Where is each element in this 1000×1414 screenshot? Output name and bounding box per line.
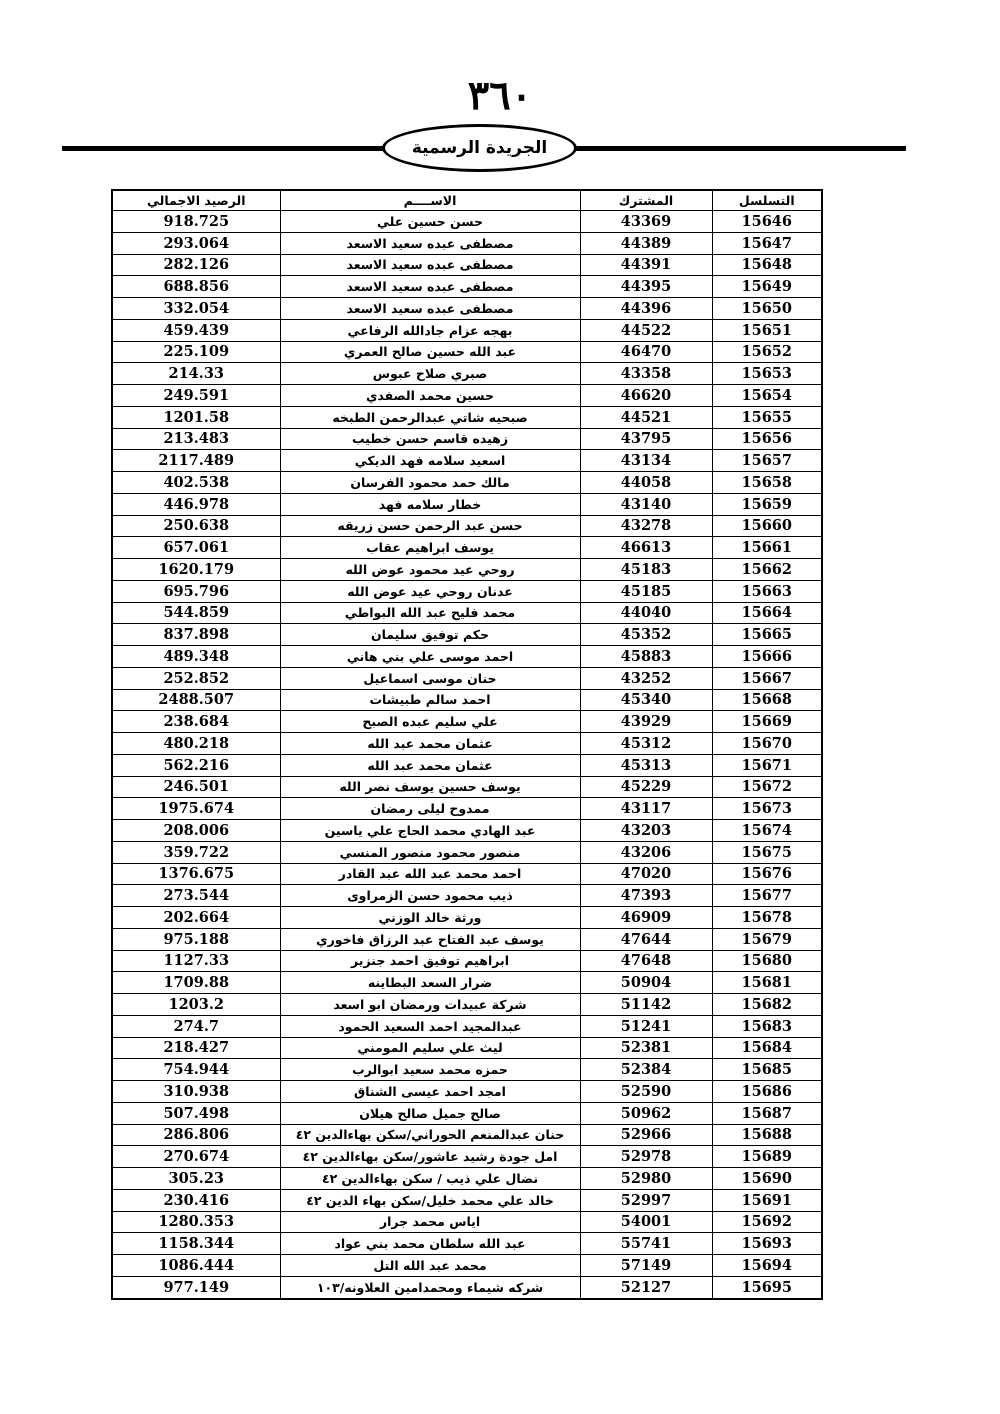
table-row (112, 1081, 822, 1103)
subscriber-cell: 45352 (580, 624, 712, 646)
table-row (112, 1124, 822, 1146)
subscriber-cell: 46909 (580, 907, 712, 929)
subscriber-cell: 57149 (580, 1255, 712, 1277)
serial-cell: 15661 (712, 537, 822, 559)
column-header-serial: التسلسل (712, 190, 822, 211)
serial-cell: 15650 (712, 298, 822, 320)
serial-cell: 15656 (712, 428, 822, 450)
table-row (112, 1059, 822, 1081)
serial-cell: 15675 (712, 841, 822, 863)
serial-cell: 15646 (712, 211, 822, 233)
table-row (112, 646, 822, 668)
name-cell: احمد موسى علي بني هاني (280, 646, 580, 668)
balance-cell: 270.674 (112, 1146, 280, 1168)
serial-cell: 15653 (712, 363, 822, 385)
balance-cell: 975.188 (112, 928, 280, 950)
serial-cell: 15667 (712, 667, 822, 689)
subscriber-cell: 45183 (580, 559, 712, 581)
balance-cell: 837.898 (112, 624, 280, 646)
balance-cell: 754.944 (112, 1059, 280, 1081)
balance-cell: 250.638 (112, 515, 280, 537)
table-row (112, 1276, 822, 1298)
serial-cell: 15662 (712, 559, 822, 581)
subscriber-cell: 46620 (580, 385, 712, 407)
subscriber-cell: 44040 (580, 602, 712, 624)
name-cell: نضال علي ذيب / سكن بهاءالدين ٤٢ (280, 1168, 580, 1190)
balance-cell: 918.725 (112, 211, 280, 233)
name-cell: عبدالمجيد احمد السعيد الحمود (280, 1015, 580, 1037)
table-row (112, 602, 822, 624)
subscriber-cell: 52590 (580, 1081, 712, 1103)
serial-cell: 15658 (712, 472, 822, 494)
subscriber-cell: 43278 (580, 515, 712, 537)
name-cell: ضرار السعد البطاينه (280, 972, 580, 994)
gazette-title: الجريدة الرسمية (411, 138, 548, 158)
serial-cell: 15651 (712, 319, 822, 341)
serial-cell: 15672 (712, 776, 822, 798)
serial-cell: 15649 (712, 276, 822, 298)
balance-cell: 218.427 (112, 1037, 280, 1059)
balance-cell: 489.348 (112, 646, 280, 668)
subscriber-cell: 43358 (580, 363, 712, 385)
name-cell: يوسف حسين يوسف نصر الله (280, 776, 580, 798)
serial-cell: 15674 (712, 820, 822, 842)
balance-cell: 246.501 (112, 776, 280, 798)
table-row (112, 798, 822, 820)
serial-cell: 15681 (712, 972, 822, 994)
balance-cell: 480.218 (112, 733, 280, 755)
name-cell: حمزه محمد سعيد ابوالرب (280, 1059, 580, 1081)
name-cell: صبري صلاح عبوس (280, 363, 580, 385)
balance-cell: 230.416 (112, 1189, 280, 1211)
table-row (112, 254, 822, 276)
table-row (112, 580, 822, 602)
serial-cell: 15687 (712, 1102, 822, 1124)
name-cell: ابراهيم توفيق احمد جنزير (280, 950, 580, 972)
name-cell: احمد محمد عبد الله عبد القادر (280, 863, 580, 885)
balance-cell: 544.859 (112, 602, 280, 624)
table-row (112, 841, 822, 863)
serial-cell: 15666 (712, 646, 822, 668)
name-cell: يوسف عبد الفتاح عبد الرزاق فاخوري (280, 928, 580, 950)
subscriber-cell: 52381 (580, 1037, 712, 1059)
subscriber-cell: 50904 (580, 972, 712, 994)
subscriber-cell: 43795 (580, 428, 712, 450)
subscriber-cell: 45185 (580, 580, 712, 602)
name-cell: شركه شيماء ومحمدامين العلاونه/١٠٣ (280, 1276, 580, 1298)
subscriber-cell: 45883 (580, 646, 712, 668)
serial-cell: 15671 (712, 754, 822, 776)
subscriber-cell: 45312 (580, 733, 712, 755)
subscriber-cell: 44058 (580, 472, 712, 494)
subscriber-cell: 43206 (580, 841, 712, 863)
balance-cell: 2488.507 (112, 689, 280, 711)
balance-cell: 695.796 (112, 580, 280, 602)
table-row (112, 341, 822, 363)
subscriber-balance-table (111, 189, 823, 1300)
balance-cell: 446.978 (112, 493, 280, 515)
serial-cell: 15694 (712, 1255, 822, 1277)
balance-cell: 332.054 (112, 298, 280, 320)
name-cell: علي سليم عبده الصبح (280, 711, 580, 733)
table-row (112, 689, 822, 711)
subscriber-cell: 43929 (580, 711, 712, 733)
table-row (112, 406, 822, 428)
serial-cell: 15665 (712, 624, 822, 646)
table-row (112, 950, 822, 972)
table-row (112, 1211, 822, 1233)
table-row (112, 907, 822, 929)
subscriber-cell: 43252 (580, 667, 712, 689)
table-row (112, 385, 822, 407)
serial-cell: 15686 (712, 1081, 822, 1103)
balance-cell: 214.33 (112, 363, 280, 385)
table-row (112, 559, 822, 581)
table-body (112, 211, 822, 1299)
subscriber-cell: 52978 (580, 1146, 712, 1168)
serial-cell: 15689 (712, 1146, 822, 1168)
serial-cell: 15669 (712, 711, 822, 733)
balance-cell: 2117.489 (112, 450, 280, 472)
table-row (112, 276, 822, 298)
subscriber-cell: 44395 (580, 276, 712, 298)
subscriber-cell: 44391 (580, 254, 712, 276)
balance-cell: 238.684 (112, 711, 280, 733)
table-row (112, 1146, 822, 1168)
serial-cell: 15663 (712, 580, 822, 602)
table-row (112, 994, 822, 1016)
serial-cell: 15688 (712, 1124, 822, 1146)
table-row (112, 1168, 822, 1190)
subscriber-cell: 43134 (580, 450, 712, 472)
balance-cell: 1201.58 (112, 406, 280, 428)
serial-cell: 15670 (712, 733, 822, 755)
name-cell: محمد فليح عبد الله البواطي (280, 602, 580, 624)
gazette-title-oval (382, 124, 577, 172)
balance-cell: 249.591 (112, 385, 280, 407)
balance-cell: 562.216 (112, 754, 280, 776)
name-cell: عبد الله سلطان محمد بني عواد (280, 1233, 580, 1255)
balance-cell: 305.23 (112, 1168, 280, 1190)
name-cell: حسين محمد الصفدي (280, 385, 580, 407)
name-cell: زهيده قاسم حسن خطيب (280, 428, 580, 450)
balance-cell: 225.109 (112, 341, 280, 363)
subscriber-cell: 45313 (580, 754, 712, 776)
serial-cell: 15647 (712, 232, 822, 254)
name-cell: حنان عبدالمنعم الحوراني/سكن بهاءالدين ٤٢ (280, 1124, 580, 1146)
table-row (112, 319, 822, 341)
name-cell: احمد سالم طبيشات (280, 689, 580, 711)
table-row (112, 211, 822, 233)
column-header-subscriber: المشترك (580, 190, 712, 211)
table-row (112, 733, 822, 755)
serial-cell: 15655 (712, 406, 822, 428)
subscriber-cell: 51142 (580, 994, 712, 1016)
name-cell: ممدوح ليلى رمضان (280, 798, 580, 820)
serial-cell: 15684 (712, 1037, 822, 1059)
subscriber-cell: 47648 (580, 950, 712, 972)
table-row (112, 363, 822, 385)
table-row (112, 711, 822, 733)
balance-cell: 282.126 (112, 254, 280, 276)
name-cell: مصطفى عبده سعيد الاسعد (280, 232, 580, 254)
serial-cell: 15673 (712, 798, 822, 820)
table-row (112, 493, 822, 515)
name-cell: خالد علي محمد خليل/سكن بهاء الدين ٤٢ (280, 1189, 580, 1211)
name-cell: صبحيه شاتي عبدالرحمن الطبخه (280, 406, 580, 428)
subscriber-cell: 52980 (580, 1168, 712, 1190)
balance-cell: 1280.353 (112, 1211, 280, 1233)
table-row (112, 1255, 822, 1277)
subscriber-cell: 46470 (580, 341, 712, 363)
serial-cell: 15692 (712, 1211, 822, 1233)
balance-cell: 1709.88 (112, 972, 280, 994)
serial-cell: 15668 (712, 689, 822, 711)
serial-cell: 15683 (712, 1015, 822, 1037)
balance-cell: 507.498 (112, 1102, 280, 1124)
serial-cell: 15679 (712, 928, 822, 950)
table-header-row (112, 190, 822, 211)
name-cell: عثمان محمد عبد الله (280, 733, 580, 755)
table-row (112, 624, 822, 646)
balance-cell: 1158.344 (112, 1233, 280, 1255)
name-cell: مصطفى عبده سعيد الاسعد (280, 276, 580, 298)
balance-cell: 293.064 (112, 232, 280, 254)
name-cell: اياس محمد جرار (280, 1211, 580, 1233)
name-cell: حنان موسى اسماعيل (280, 667, 580, 689)
name-cell: خطار سلامه فهد (280, 493, 580, 515)
table-row (112, 885, 822, 907)
table-row (112, 1037, 822, 1059)
subscriber-cell: 47020 (580, 863, 712, 885)
name-cell: يوسف ابراهيم عقاب (280, 537, 580, 559)
serial-cell: 15693 (712, 1233, 822, 1255)
name-cell: عثمان محمد عبد الله (280, 754, 580, 776)
subscriber-cell: 44521 (580, 406, 712, 428)
name-cell: روحي عيد محمود عوض الله (280, 559, 580, 581)
table-row (112, 232, 822, 254)
table-row (112, 667, 822, 689)
name-cell: مصطفى عبده سعيد الاسعد (280, 298, 580, 320)
name-cell: بهجه عزام جادالله الرفاعي (280, 319, 580, 341)
name-cell: ليث علي سليم المومني (280, 1037, 580, 1059)
balance-cell: 274.7 (112, 1015, 280, 1037)
table-row (112, 428, 822, 450)
serial-cell: 15676 (712, 863, 822, 885)
subscriber-cell: 44522 (580, 319, 712, 341)
name-cell: ذيب محمود حسن الزمراوى (280, 885, 580, 907)
subscriber-cell: 50962 (580, 1102, 712, 1124)
balance-cell: 1086.444 (112, 1255, 280, 1277)
table-row (112, 472, 822, 494)
name-cell: عبد الله حسين صالح العمري (280, 341, 580, 363)
subscriber-cell: 51241 (580, 1015, 712, 1037)
table-row (112, 972, 822, 994)
serial-cell: 15657 (712, 450, 822, 472)
subscriber-cell: 45229 (580, 776, 712, 798)
subscriber-cell: 52997 (580, 1189, 712, 1211)
balance-cell: 213.483 (112, 428, 280, 450)
balance-cell: 252.852 (112, 667, 280, 689)
name-cell: صالح جميل صالح هيلان (280, 1102, 580, 1124)
subscriber-table-container (111, 189, 821, 1300)
subscriber-cell: 44389 (580, 232, 712, 254)
name-cell: امل جودة رشيد عاشور/سكن بهاءالدين ٤٢ (280, 1146, 580, 1168)
serial-cell: 15678 (712, 907, 822, 929)
balance-cell: 977.149 (112, 1276, 280, 1298)
table-row (112, 776, 822, 798)
name-cell: مصطفى عبده سعيد الاسعد (280, 254, 580, 276)
table-row (112, 515, 822, 537)
subscriber-cell: 47644 (580, 928, 712, 950)
subscriber-cell: 43117 (580, 798, 712, 820)
table-row (112, 1233, 822, 1255)
subscriber-cell: 52127 (580, 1276, 712, 1298)
serial-cell: 15648 (712, 254, 822, 276)
balance-cell: 1127.33 (112, 950, 280, 972)
page-number: ٣٦٠ (467, 72, 533, 119)
balance-cell: 202.664 (112, 907, 280, 929)
balance-cell: 688.856 (112, 276, 280, 298)
serial-cell: 15660 (712, 515, 822, 537)
table-row (112, 1015, 822, 1037)
balance-cell: 1376.675 (112, 863, 280, 885)
balance-cell: 273.544 (112, 885, 280, 907)
serial-cell: 15652 (712, 341, 822, 363)
subscriber-cell: 43203 (580, 820, 712, 842)
serial-cell: 15691 (712, 1189, 822, 1211)
name-cell: مالك حمد محمود الفرسان (280, 472, 580, 494)
table-row (112, 754, 822, 776)
table-row (112, 820, 822, 842)
column-header-name: الاســــم (280, 190, 580, 211)
balance-cell: 286.806 (112, 1124, 280, 1146)
balance-cell: 359.722 (112, 841, 280, 863)
serial-cell: 15654 (712, 385, 822, 407)
balance-cell: 1203.2 (112, 994, 280, 1016)
name-cell: ورثة خالد الوزني (280, 907, 580, 929)
balance-cell: 1975.674 (112, 798, 280, 820)
table-row (112, 298, 822, 320)
subscriber-cell: 55741 (580, 1233, 712, 1255)
name-cell: محمد عبد الله التل (280, 1255, 580, 1277)
subscriber-cell: 46613 (580, 537, 712, 559)
table-row (112, 450, 822, 472)
serial-cell: 15677 (712, 885, 822, 907)
table-row (112, 863, 822, 885)
balance-cell: 1620.179 (112, 559, 280, 581)
serial-cell: 15695 (712, 1276, 822, 1298)
balance-cell: 208.006 (112, 820, 280, 842)
table-row (112, 537, 822, 559)
serial-cell: 15680 (712, 950, 822, 972)
table-row (112, 1189, 822, 1211)
subscriber-cell: 43369 (580, 211, 712, 233)
table-row (112, 928, 822, 950)
serial-cell: 15690 (712, 1168, 822, 1190)
serial-cell: 15664 (712, 602, 822, 624)
balance-cell: 459.439 (112, 319, 280, 341)
serial-cell: 15685 (712, 1059, 822, 1081)
name-cell: شركة عبيدات ورمضان ابو اسعد (280, 994, 580, 1016)
subscriber-cell: 52966 (580, 1124, 712, 1146)
balance-cell: 310.938 (112, 1081, 280, 1103)
name-cell: منصور محمود منصور المنسي (280, 841, 580, 863)
name-cell: اسعيد سلامه فهد الديكي (280, 450, 580, 472)
subscriber-cell: 44396 (580, 298, 712, 320)
name-cell: عدنان روحي عيد عوض الله (280, 580, 580, 602)
serial-cell: 15659 (712, 493, 822, 515)
name-cell: حسن عبد الرحمن حسن زريقه (280, 515, 580, 537)
serial-cell: 15682 (712, 994, 822, 1016)
name-cell: عبد الهادي محمد الحاج علي ياسين (280, 820, 580, 842)
subscriber-cell: 54001 (580, 1211, 712, 1233)
column-header-balance: الرصيد الاجمالي (112, 190, 280, 211)
balance-cell: 402.538 (112, 472, 280, 494)
subscriber-cell: 47393 (580, 885, 712, 907)
name-cell: حكم توفيق سليمان (280, 624, 580, 646)
subscriber-cell: 45340 (580, 689, 712, 711)
name-cell: حسن حسين علي (280, 211, 580, 233)
balance-cell: 657.061 (112, 537, 280, 559)
name-cell: امجد احمد عيسى الشناق (280, 1081, 580, 1103)
table-row (112, 1102, 822, 1124)
subscriber-cell: 52384 (580, 1059, 712, 1081)
subscriber-cell: 43140 (580, 493, 712, 515)
